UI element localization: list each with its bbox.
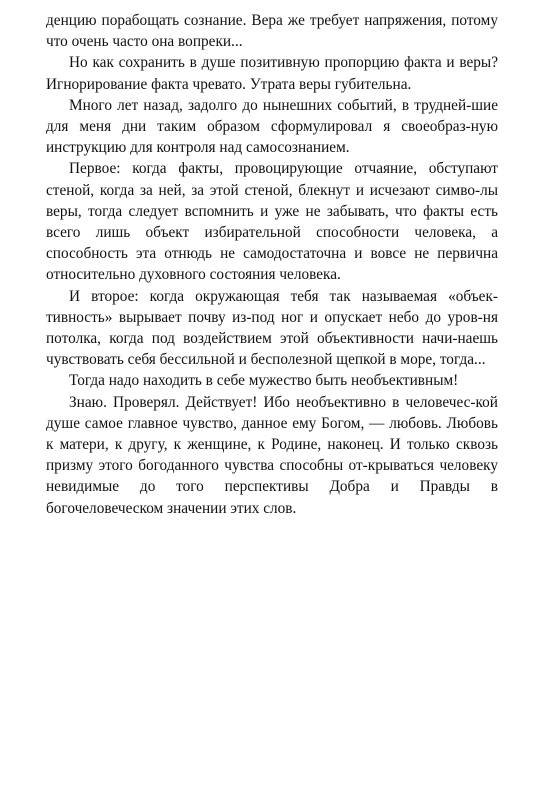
paragraph-1: денцию порабощать сознание. Вера же требует напряжения, потому что очень часто она вопреки... (46, 12, 498, 51)
paragraph-3: Много лет назад, задолго до нынешних событий, в трудней-шие для меня дни таким образом сформулировал я своеобраз-ную инструкцию для контроля над самосознанием. (46, 96, 498, 157)
paragraph-6: Тогда надо находить в себе мужество быть необъективным! (69, 372, 459, 390)
paragraph-5: И второе: когда окружающая тебя так называемая «объек-тивность» вырывает почву из-под ног и опускает небо до уров-ня потолка, когда под воздействием этой объективности начи-наешь чувствовать себя бессильной и бесполезной щепкой в море, тогда... (46, 287, 498, 369)
paragraph-4: Первое: когда факты, провоцирующие отчаяние, обступают стеной, когда за ней, за этой стеной, блекнут и исчезают симво-лы веры, тогда следует вспомнить и уже не забывать, что факты есть всего лишь объект избирательной способности человека, а способность эта отнюдь не самодостаточна и вовсе не первична относительно духовного состояния человека. (46, 160, 498, 284)
document-page (46, 10, 498, 519)
paragraph-7: Знаю. Проверял. Действует! Ибо необъективно в человечес-кой душе самое главное чувство, данное ему Богом, — любовь. Любовь к матери, к другу, к женщине, к Родине, наконец. И только сквозь призму этого богоданного чувства способны от-крываться человеку невидимые до того перспективы Добра и Правды в богочеловеческом значении этих слов. (46, 393, 498, 517)
paragraph-2: Но как сохранить в душе позитивную пропорцию факта и веры? Игнорирование факта чревато. Утрата веры губительна. (46, 54, 498, 93)
